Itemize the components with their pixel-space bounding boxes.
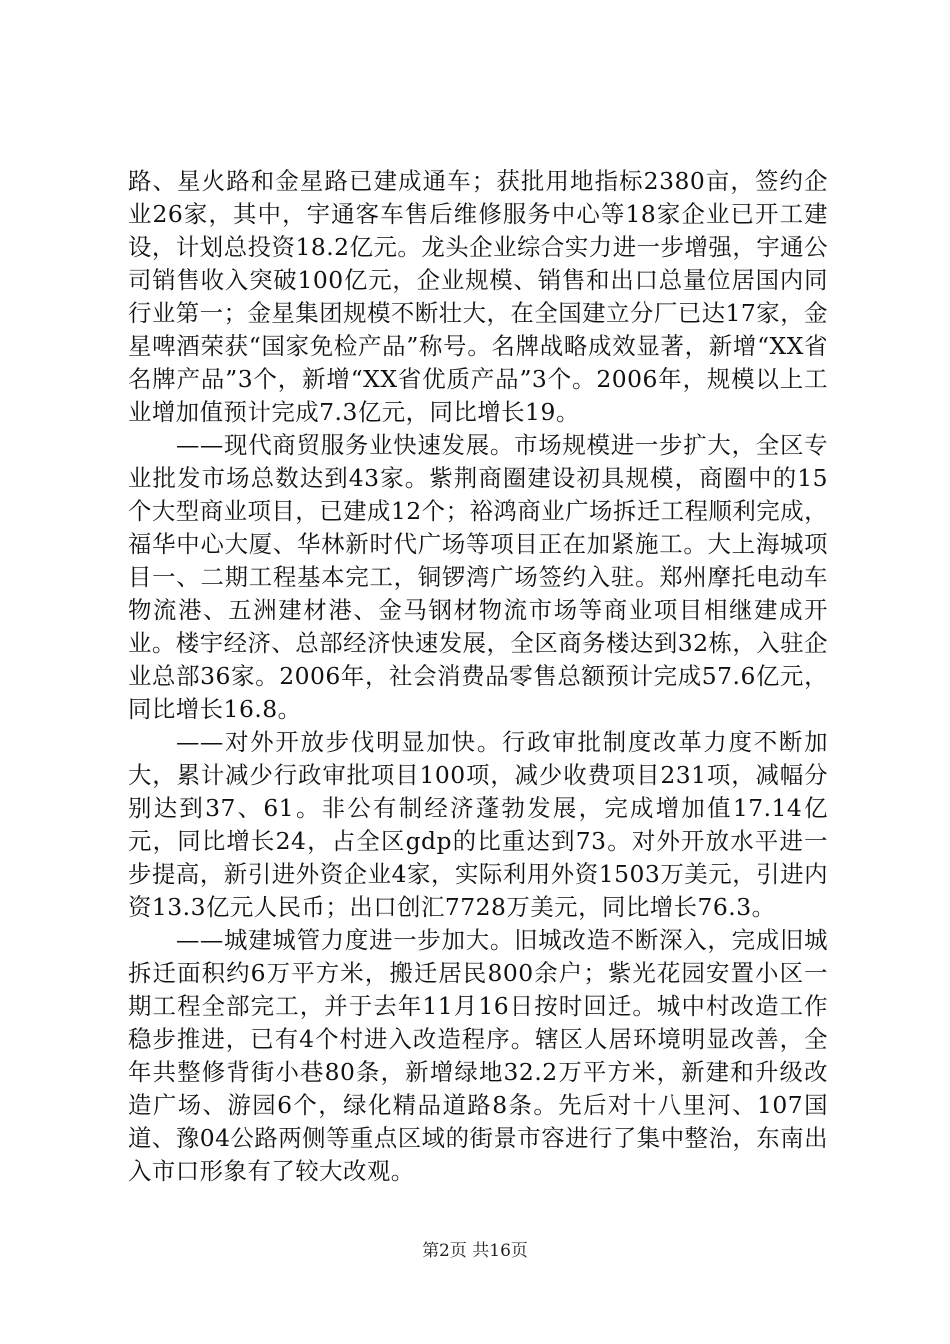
document-body — [128, 165, 828, 1188]
paragraph-urban-construction: ——城建城管力度进一步加大。旧城改造不断深入，完成旧城拆迁面积约6万平方米，搬迁居民800余户；紫光花园安置小区一期工程全部完工，并于去年11月16日按时回迁。城中村改造工作稳步推进，已有4个村进入改造程序。辖区人居环境明显改善，全年共整修背街小巷80条，新增绿地32.2万平方米，新建和升级改造广场、游园6个，绿化精品道路8条。先后对十八里河、107国道、豫04公路两侧等重点区域的街景市容进行了集中整治，东南出入市口形象有了较大改观。 — [128, 926, 828, 1185]
page-number-footer: 第2页 共16页 — [422, 1241, 528, 1261]
paragraph-industry-continued: 路、星火路和金星路已建成通车；获批用地指标2380亩，签约企业26家，其中，宇通客车售后维修服务中心等18家企业已开工建设，计划总投资18.2亿元。龙头企业综合实力进一步增强，宇通公司销售收入突破100亿元，企业规模、销售和出口总量位居国内同行业第一；金星集团规模不断壮大，在全国建立分厂已达17家，金星啤酒荣获“国家免检产品”称号。名牌战略成效显著，新增“XX省名牌产品”3个，新增“XX省优质产品”3个。2006年，规模以上工业增加值预计完成7.3亿元，同比增长19。 — [128, 167, 828, 426]
paragraph-commerce: ——现代商贸服务业快速发展。市场规模进一步扩大，全区专业批发市场总数达到43家。紫荆商圈建设初具规模，商圈中的15个大型商业项目，已建成12个；裕鸿商业广场拆迁工程顺利完成，福华中心大厦、华林新时代广场等项目正在加紧施工。大上海城项目一、二期工程基本完工，铜锣湾广场签约入驻。郑州摩托电动车物流港、五洲建材港、金马钢材物流市场等商业项目相继建成开业。楼宇经济、总部经济快速发展，全区商务楼达到32栋，入驻企业总部36家。2006年，社会消费品零售总额预计完成57.6亿元，同比增长16.8。 — [128, 431, 828, 723]
paragraph-opening-up: ——对外开放步伐明显加快。行政审批制度改革力度不断加大，累计减少行政审批项目100项，减少收费项目231项，减幅分别达到37、61。非公有制经济蓬勃发展，完成增加值17.14亿元，同比增长24，占全区gdp的比重达到73。对外开放水平进一步提高，新引进外资企业4家，实际利用外资1503万美元，引进内资13.3亿元人民币；出口创汇7728万美元，同比增长76.3。 — [128, 728, 828, 921]
